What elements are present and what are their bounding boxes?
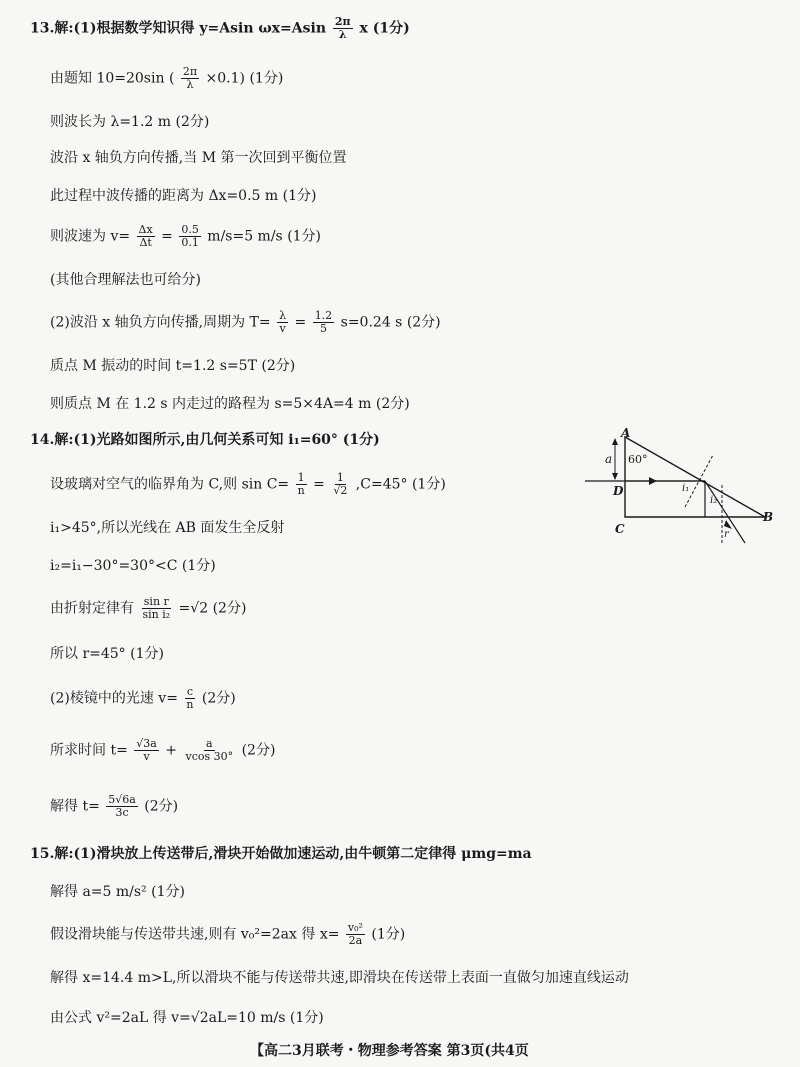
label-A: A xyxy=(621,426,631,440)
q15-line-4: 解得 x=14.4 m>L,所以滑块不能与传送带共速,即滑块在传送带上表面一直做匀加速直线运动 xyxy=(50,970,629,986)
q14-line-6: 所以 r=45° (1分) xyxy=(50,646,164,662)
label-r: r xyxy=(724,529,729,540)
optics-prism-diagram xyxy=(585,425,775,550)
height-arrow-down xyxy=(612,473,618,480)
label-i2: i₂ xyxy=(710,495,718,506)
q13-fraction: $\frac{\Delta x}{\Delta t}$ xyxy=(138,223,153,250)
label-C: C xyxy=(615,522,625,536)
q13-line-4: 波沿 x 轴负方向传播,当 M 第一次回到平衡位置 xyxy=(50,150,347,166)
q14-fraction: $\frac{1}{n}$ xyxy=(297,471,305,498)
q13-line-1: 13.解:(1)根据数学知识得 y=Asin ωx=Asin $\frac{2\pi}{\lambda}$ x (1分) xyxy=(30,15,410,42)
q14-line-8: 所求时间 t= $\frac{√3a}{v}$ + $\frac{a}{vcos 30^\circ}$ (2分) xyxy=(50,737,276,764)
q13-fraction: $\frac{1.2}{5}$ xyxy=(314,309,333,336)
q14-line-4: i₂=i₁−30°=30°<C (1分) xyxy=(50,558,216,574)
q13-line-5: 此过程中波传播的距离为 Δx=0.5 m (1分) xyxy=(50,188,317,204)
q15-line-1: 15.解:(1)滑块放上传送带后,滑块开始做加速运动,由牛顿第二定律得 μmg=ma xyxy=(30,846,532,862)
height-arrow-up xyxy=(612,438,618,445)
q13-fraction: $\frac{2\pi}{\lambda}$ xyxy=(334,15,351,42)
q14-fraction: $\frac{5√6a}{3c}$ xyxy=(108,793,136,820)
q14-line-9: 解得 t= $\frac{5√6a}{3c}$ (2分) xyxy=(50,793,179,820)
q14-line-5: 由折射定律有 $\frac{\text{sin r}}{\text{sin i₂}}$ =√2 (2分) xyxy=(50,595,247,622)
label-B: B xyxy=(763,510,774,524)
ray-arrow xyxy=(649,477,657,485)
prism-triangle xyxy=(625,437,765,517)
q14-fraction: $\frac{\text{sin r}}{\text{sin i₂}}$ xyxy=(142,595,171,622)
label-60: 60° xyxy=(628,453,648,466)
q15-line-3: 假设滑块能与传送带共速,则有 v₀²=2ax 得 x= $\frac{\text{v₀²}}{2a}$ (1分) xyxy=(50,921,406,948)
q14-fraction: $\frac{a}{vcos 30^\circ}$ xyxy=(185,737,234,764)
q13-line-7: (其他合理解法也可给分) xyxy=(50,272,201,288)
q13-line-3: 则波长为 λ=1.2 m (2分) xyxy=(50,114,210,130)
q15-line-5: 由公式 v²=2aL 得 v=√2aL=10 m/s (1分) xyxy=(50,1010,324,1026)
q13-line-9: 质点 M 振动的时间 t=1.2 s=5T (2分) xyxy=(50,358,296,374)
q14-line-2: 设玻璃对空气的临界角为 C,则 sin C= $\frac{1}{n}$ = $\frac{1}{√2}$ ,C=45° (1分) xyxy=(50,471,446,498)
q14-fraction: $\frac{1}{√2}$ xyxy=(333,471,348,498)
q14-fraction: $\frac{c}{n}$ xyxy=(186,685,194,712)
q14-line-3: i₁>45°,所以光线在 AB 面发生全反射 xyxy=(50,520,285,536)
q13-line-8: (2)波沿 x 轴负方向传播,周期为 T= $\frac{\lambda}{v}$ = $\frac{1.2}{5}$ s=0.24 s (2分) xyxy=(50,309,441,336)
q13-line-2: 由题知 10=20sin ( $\frac{2\pi}{\lambda}$ ×0.1) (1分) xyxy=(50,65,284,92)
q14-line-1: 14.解:(1)光路如图所示,由几何关系可知 i₁=60° (1分) xyxy=(30,432,380,448)
q13-fraction: $\frac{\lambda}{v}$ xyxy=(279,309,287,336)
q14-line-7: (2)棱镜中的光速 v= $\frac{c}{n}$ (2分) xyxy=(50,685,236,712)
label-i1: i₁ xyxy=(682,483,690,494)
q15-fraction: $\frac{\text{v₀²}}{2a}$ xyxy=(347,921,363,948)
q13-fraction: $\frac{2\pi}{\lambda}$ xyxy=(182,65,198,92)
q13-line-10: 则质点 M 在 1.2 s 内走过的路程为 s=5×4A=4 m (2分) xyxy=(50,396,410,412)
q13-fraction: $\frac{0.5}{0.1}$ xyxy=(181,223,199,250)
page-footer: 【高二3月联考・物理参考答案 第3页(共4页 xyxy=(250,1043,529,1059)
q13-line-6: 则波速为 v= $\frac{\Delta x}{\Delta t}$ = $\frac{0.5}{0.1}$ m/s=5 m/s (1分) xyxy=(50,223,322,250)
label-a: a xyxy=(605,452,613,466)
label-D: D xyxy=(613,484,624,498)
q15-line-2: 解得 a=5 m/s² (1分) xyxy=(50,884,185,900)
q14-fraction: $\frac{√3a}{v}$ xyxy=(136,737,157,764)
